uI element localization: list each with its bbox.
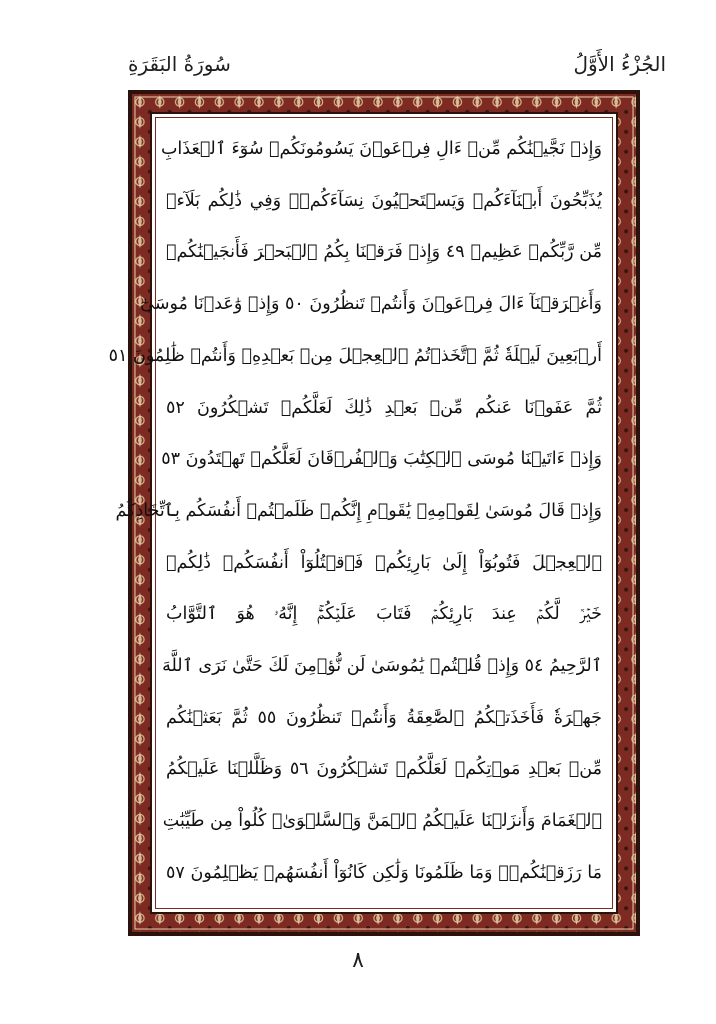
verse-line: مِّنۢ بَعۡدِ مَوۡتِكُمۡ لَعَلَّكُمۡ تَشۡكُرُونَ ٥٦ وَظَلَّلۡنَا عَلَيۡكُمُ xyxy=(166,759,602,780)
verse-line: يُذَبِّحُونَ أَبۡنَآءَكُمۡ وَيَسۡتَحۡيُونَ نِسَآءَكُمۡۚ وَفِي ذَٰلِكُم بَلَآءٞ xyxy=(166,190,602,211)
verse-line: أَرۡبَعِينَ لَيۡلَةٗ ثُمَّ ٱتَّخَذۡتُمُ ٱلۡعِجۡلَ مِنۢ بَعۡدِهِۦ وَأَنتُمۡ ظَٰلِمُونَ ٥١ xyxy=(108,345,602,366)
verse-line: وَإِذۡ قَالَ مُوسَىٰ لِقَوۡمِهِۦ يَٰقَوۡمِ إِنَّكُمۡ ظَلَمۡتُمۡ أَنفُسَكُم بِٱتِّخَاذِكُمُ xyxy=(115,500,602,521)
verse-line: ٱلۡعِجۡلَ فَتُوبُوٓاْ إِلَىٰ بَارِئِكُمۡ فَٱقۡتُلُوٓاْ أَنفُسَكُمۡ ذَٰلِكُمۡ xyxy=(166,552,602,573)
verse-line: ثُمَّ عَفَوۡنَا عَنكُم مِّنۢ بَعۡدِ ذَٰلِكَ لَعَلَّكُمۡ تَشۡكُرُونَ ٥٢ xyxy=(166,397,602,418)
verse-line: مَا رَزَقۡنَٰكُمۡۚ وَمَا ظَلَمُونَا وَلَٰكِن كَانُوٓاْ أَنفُسَهُمۡ يَظۡلِمُونَ ٥٧ xyxy=(166,862,602,883)
verse-line: ٱلۡغَمَامَ وَأَنزَلۡنَا عَلَيۡكُمُ ٱلۡمَنَّ وَٱلسَّلۡوَىٰۖ كُلُواْ مِن طَيِّبَٰتِ xyxy=(162,811,602,832)
juz-title: الجُزْءُ الأَوَّلُ xyxy=(573,52,666,76)
quran-text xyxy=(108,126,603,896)
verse-line: وَإِذۡ نَجَّيۡنَٰكُم مِّنۡ ءَالِ فِرۡعَوۡنَ يَسُومُونَكُمۡ سُوٓءَ ٱلۡعَذَابِ xyxy=(160,139,602,159)
ornamental-frame xyxy=(108,90,640,936)
verse-line: خَيۡرٞ لَّكُمۡ عِندَ بَارِئِكُمۡ فَتَابَ عَلَيۡكُمۡۚ إِنَّهُۥ هُوَ ٱلتَّوَّابُ xyxy=(166,604,602,625)
verse-line: جَهۡرَةٗ فَأَخَذَتۡكُمُ ٱلصَّٰعِقَةُ وَأَنتُمۡ تَنظُرُونَ ٥٥ ثُمَّ بَعَثۡنَٰكُم xyxy=(166,707,602,728)
page-number: ٨ xyxy=(352,948,364,973)
page-header xyxy=(0,0,716,90)
surah-title: سُورَةُ البَقَرَةِ xyxy=(128,52,231,76)
verse-line: وَأَغۡرَقۡنَآ ءَالَ فِرۡعَوۡنَ وَأَنتُمۡ تَنظُرُونَ ٥٠ وَإِذۡ وَٰعَدۡنَا مُوسَىٰٓ xyxy=(140,294,602,315)
text-panel xyxy=(108,112,618,914)
verse-line: ٱلرَّحِيمُ ٥٤ وَإِذۡ قُلۡتُمۡ يَٰمُوسَىٰ لَن نُّؤۡمِنَ لَكَ حَتَّىٰ نَرَى ٱللَّهَ xyxy=(162,656,602,677)
verse-line: وَإِذۡ ءَاتَيۡنَا مُوسَى ٱلۡكِتَٰبَ وَٱلۡفُرۡقَانَ لَعَلَّكُمۡ تَهۡتَدُونَ ٥٣ xyxy=(161,449,602,470)
verse-line: مِّن رَّبِّكُمۡ عَظِيمٞ ٤٩ وَإِذۡ فَرَقۡنَا بِكُمُ ٱلۡبَحۡرَ فَأَنجَيۡنَٰكُمۡ xyxy=(166,242,603,263)
